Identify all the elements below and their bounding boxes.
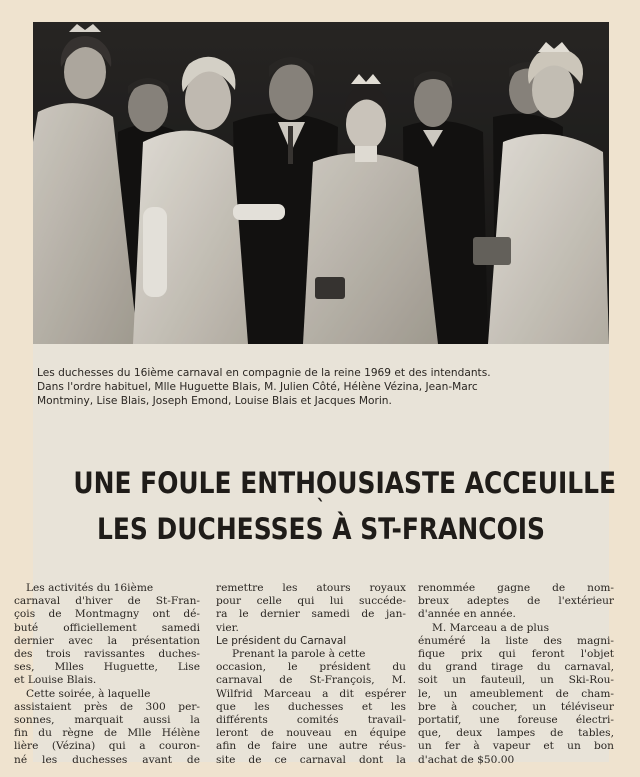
article-line: remettre les atours royaux bbox=[216, 582, 406, 594]
article-line: afin de faire une autre réus- bbox=[216, 740, 406, 753]
article-line: assistaient près de 300 per- bbox=[14, 700, 200, 713]
article-line: M. Marceau a de plus bbox=[432, 621, 550, 634]
article-column-2 bbox=[216, 582, 406, 767]
article-column-3 bbox=[418, 582, 614, 767]
photo-caption bbox=[33, 366, 609, 420]
article-line: occasion, le président du bbox=[216, 661, 406, 674]
headline-accent: ` bbox=[316, 495, 326, 519]
article-line: que, deux lampes de tables, bbox=[418, 727, 614, 740]
article-line: ra le dernier samedi de jan- bbox=[216, 608, 406, 621]
article-line: buté officiellement samedi bbox=[14, 621, 200, 634]
article-line: Wilfrid Marceau a dit espérer bbox=[216, 687, 406, 700]
article-line: leront de nouveau en équipe bbox=[216, 727, 406, 740]
headline-line-1: UNE FOULE ENTHOUSIASTE ACCEUILLE bbox=[73, 466, 617, 500]
article-line: Prenant la parole à cette bbox=[232, 648, 366, 661]
article-line: du grand tirage du carnaval, bbox=[418, 661, 614, 674]
article-line: vier. bbox=[216, 621, 239, 634]
article-line: Les activités du 16ième bbox=[26, 582, 154, 594]
article-line: çois de Montmagny ont dé- bbox=[14, 608, 200, 621]
article-line: renommée gagne de nom- bbox=[418, 582, 614, 594]
article-line: d'achat de $50.00 bbox=[418, 753, 515, 766]
article-line: ses, Mlles Huguette, Lise bbox=[14, 661, 200, 674]
article-line: lière (Vézina) qui a couron- bbox=[14, 740, 200, 753]
article-line: portatif, une foreuse électri- bbox=[418, 714, 614, 727]
article-line: et Louise Blais. bbox=[14, 674, 97, 687]
article-line: dernier avec la présentation bbox=[14, 634, 200, 647]
article-line: sonnes, marquait aussi la bbox=[14, 714, 200, 727]
article-line: le, un ameublement de cham- bbox=[418, 687, 614, 700]
caption-line: Les duchesses du 16ième carnaval en compagnie de la reine 1969 et des intendants. bbox=[37, 367, 491, 379]
article-line: fin du règne de Mlle Hélène bbox=[14, 727, 200, 740]
caption-line: Dans l'ordre habituel, Mlle Huguette Blais, M. Julien Côté, Hélène Vézina, Jean-Marc bbox=[37, 381, 478, 393]
article-column-1 bbox=[14, 582, 200, 767]
article-line: carnaval d'hiver de St-Fran- bbox=[14, 595, 200, 608]
article-line: bre à coucher, un téléviseur bbox=[418, 700, 614, 713]
article-line: énuméré la liste des magni- bbox=[418, 634, 614, 647]
article-body bbox=[14, 582, 616, 767]
article-line: né les duchesses avant de bbox=[14, 753, 200, 766]
group-photo-image bbox=[33, 22, 609, 344]
article-line: Cette soirée, à laquelle bbox=[26, 687, 151, 700]
article-line: fique prix qui feront l'objet bbox=[418, 648, 614, 661]
article-line: un fer à vapeur et un bon bbox=[418, 740, 614, 753]
caption-line: Montminy, Lise Blais, Joseph Emond, Louise Blais et Jacques Morin. bbox=[37, 395, 392, 407]
article-line: soit un fauteuil, un Ski-Rou- bbox=[418, 674, 614, 687]
newspaper-clipping bbox=[14, 22, 617, 766]
article-line: carnaval de St-François, M. bbox=[216, 674, 406, 687]
article-line: site de ce carnaval dont la bbox=[216, 753, 406, 766]
article-line: pour celle qui lui succéde- bbox=[216, 595, 406, 608]
group-photo bbox=[33, 22, 609, 344]
article-line: des trois ravissantes duches- bbox=[14, 648, 200, 661]
article-subheading: Le président du Carnaval bbox=[216, 634, 347, 647]
article-line: différents comités travail- bbox=[216, 714, 406, 727]
headline-line-2: LES DUCHESSES À ST-FRANCOIS bbox=[96, 512, 546, 546]
article-line: breux adeptes de l'extérieur bbox=[418, 595, 614, 608]
article-line: que les duchesses et les bbox=[216, 700, 406, 713]
article-line: d'année en année. bbox=[418, 608, 516, 621]
article-headline bbox=[73, 466, 617, 546]
